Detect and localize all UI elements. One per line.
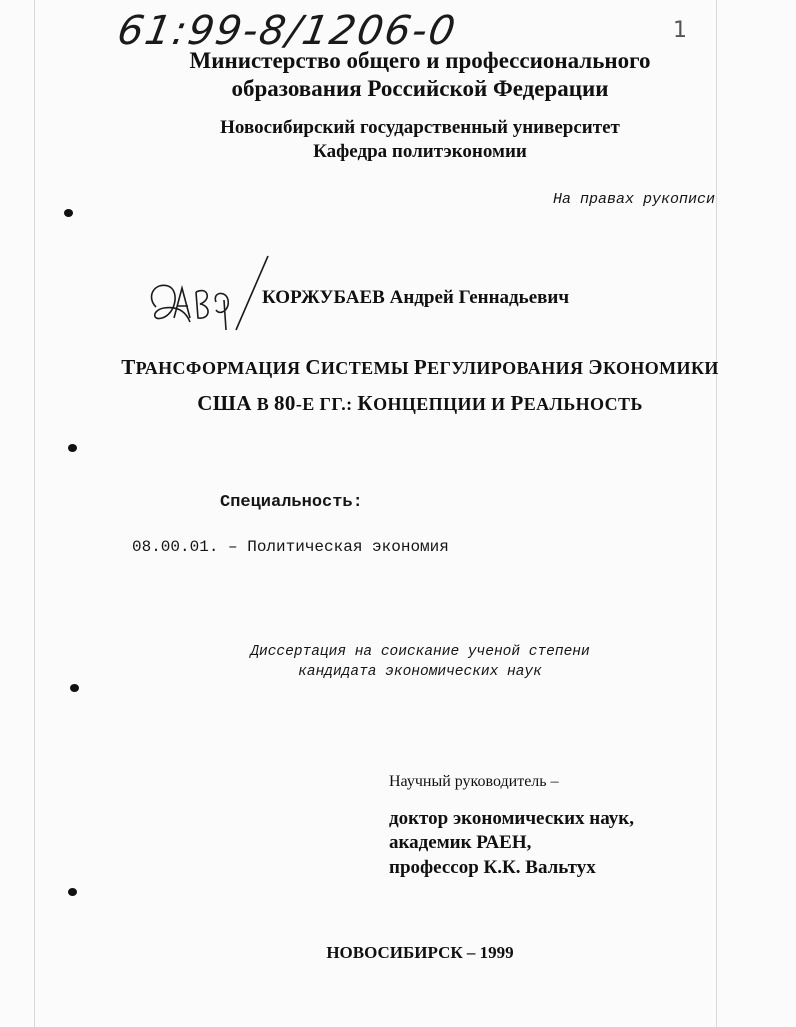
dissertation-line-1: Диссертация на соискание ученой степени xyxy=(250,644,590,660)
city-year: НОВОСИБИРСК – 1999 xyxy=(326,943,514,962)
dissertation-note xyxy=(170,642,670,682)
title-word-cap: 80 xyxy=(274,391,296,415)
scan-blot-mark xyxy=(64,209,73,217)
handwritten-archive-code: 61:99-8/1206-0 xyxy=(113,8,461,54)
scan-blot-mark xyxy=(68,444,77,452)
scan-blot-mark xyxy=(70,684,79,692)
university-block xyxy=(110,116,730,164)
title-word-rest: КОНОМИКИ xyxy=(602,358,719,378)
supervisor-academy: академик РАЕН, xyxy=(389,832,532,853)
supervisor-degree: доктор экономических наук, xyxy=(389,808,634,829)
ministry-line-1: Министерство общего и профессионального xyxy=(189,48,651,73)
department-name: Кафедра политэкономии xyxy=(313,141,527,162)
author-name: КОРЖУБАЕВ Андрей Геннадьевич xyxy=(262,287,570,308)
title-word-cap: Р xyxy=(413,355,428,379)
university-name: Новосибирский государственный университет xyxy=(220,117,620,138)
title-word-rest: ЕАЛЬНОСТЬ xyxy=(523,394,643,414)
title-word-rest: -Е ГГ.: xyxy=(295,394,358,414)
thesis-title-line-1 xyxy=(120,355,720,380)
title-word-cap: Э xyxy=(588,355,603,379)
title-word-cap: Т xyxy=(121,355,136,379)
manuscript-note: На правах рукописи xyxy=(552,191,715,208)
title-word-cap: С xyxy=(305,355,321,379)
ministry-line-2: образования Российской Федерации xyxy=(231,76,609,101)
title-word-cap: США xyxy=(197,391,252,415)
supervisor-label: Научный руководитель – xyxy=(389,773,559,790)
title-word-rest: РАНСФОРМАЦИЯ xyxy=(135,358,306,378)
dissertation-line-2: кандидата экономических наук xyxy=(298,664,542,680)
speciality-code: 08.00.01. – Политическая экономия xyxy=(132,538,449,556)
title-word-rest: ИСТЕМЫ xyxy=(320,358,414,378)
thesis-title-line-2 xyxy=(120,391,720,416)
signature-icon xyxy=(146,252,276,334)
title-word-rest: В xyxy=(251,394,275,414)
supervisor-name: профессор К.К. Вальтух xyxy=(389,857,596,878)
scan-left-border xyxy=(34,0,35,1027)
title-word-cap: Р xyxy=(510,391,524,415)
title-word-rest: ЕГУЛИРОВАНИЯ xyxy=(427,358,589,378)
scan-blot-mark xyxy=(68,888,77,896)
speciality-label: Специальность: xyxy=(220,493,363,512)
page-number: 1 xyxy=(673,18,687,43)
title-word-rest: ОНЦЕПЦИИ И xyxy=(373,394,511,414)
ministry-heading xyxy=(90,47,750,103)
title-word-cap: К xyxy=(357,391,374,415)
